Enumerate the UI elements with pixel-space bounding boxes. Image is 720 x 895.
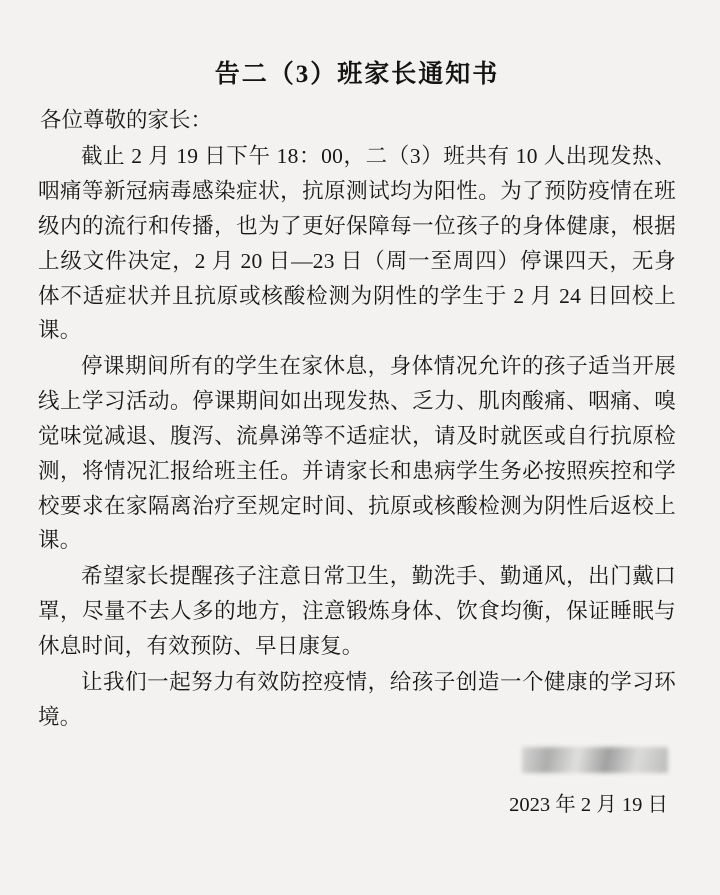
body-paragraph-3: 希望家长提醒孩子注意日常卫生，勤洗手、勤通风，出门戴口罩，尽量不去人多的地方，注意锻炼身体、饮食均衡，保证睡眠与休息时间，有效预防、早日康复。: [38, 564, 676, 658]
page-bottom-margin: [0, 849, 720, 895]
signature-date: 2023 年 2 月 19 日: [509, 794, 668, 816]
body-paragraph-1: 截止 2 月 19 日下午 18：00，二（3）班共有 10 人出现发热、咽痛等新冠病毒感染症状，抗原测试均为阳性。为了预防疫情在班级内的流行和传播，也为了更好保障每一位孩子的身体健康，根据上级文件决定，2 月 20 日—23 日（周一至周四）停课四天，无身体不适症状并且抗原或核酸检测为阴性的学生于 2 月 24 日回校上课。: [38, 144, 676, 343]
salutation-line: 各位尊敬的家长：: [40, 108, 213, 132]
body-paragraph-4: 让我们一起努力有效防控疫情，给孩子创造一个健康的学习环境。: [38, 669, 676, 729]
signature-block: [509, 747, 668, 817]
body-paragraph-2: 停课期间所有的学生在家休息，身体情况允许的孩子适当开展线上学习活动。停课期间如出现发热、乏力、肌肉酸痛、咽痛、嗅觉味觉减退、腹泻、流鼻涕等不适症状，请及时就医或自行抗原检测，将情况汇报给班主任。并请家长和患病学生务必按照疾控和学校要求在家隔离治疗至规定时间、抗原或核酸检测为阴性后返校上课。: [38, 354, 676, 553]
page-title: 告二（3）班家长通知书: [214, 61, 500, 88]
redacted-signature: [522, 747, 668, 773]
